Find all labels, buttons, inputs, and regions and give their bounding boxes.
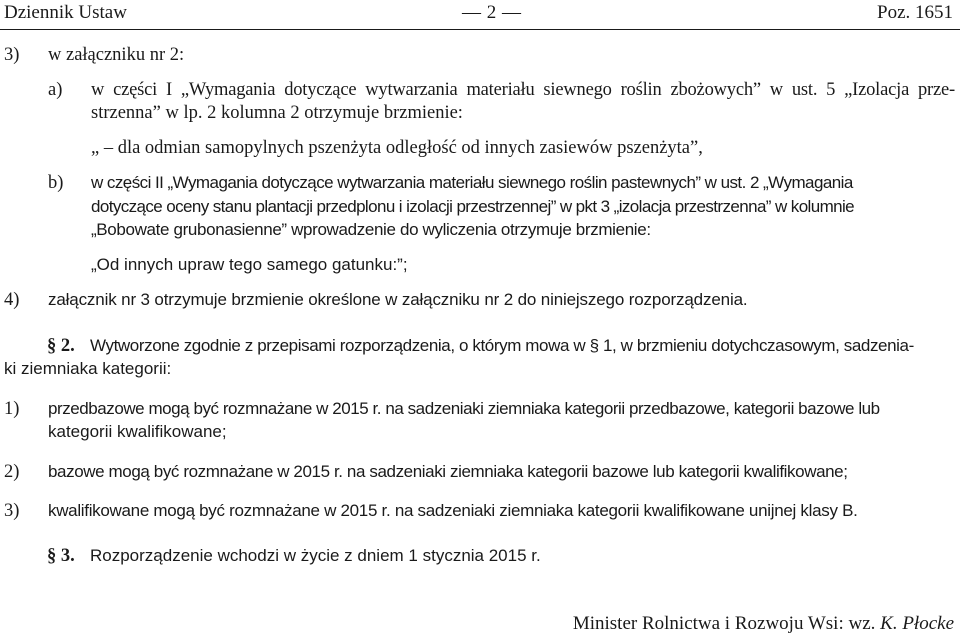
item-3-text: w załączniku nr 2: xyxy=(48,45,185,65)
signature-line xyxy=(573,613,954,635)
section-2-item-1-line-1: przedbazowe mogą być rozmnażane w 2015 r. na sadzeniaki ziemniaka kategorii przedbazowe, kategorii bazowe lub xyxy=(48,399,880,418)
item-3a-label: a) xyxy=(48,80,63,100)
item-3-number: 3) xyxy=(4,45,20,65)
signatory-name: K. Płocke xyxy=(880,613,954,634)
section-2-item-2-number: 2) xyxy=(4,462,20,482)
section-2-item-3-line-1: kwalifikowane mogą być rozmnażane w 2015 r. na sadzeniaki ziemniaka kategorii kwalifikowane unijnej klasy B. xyxy=(48,501,858,520)
item-3b-line-3: „Bobowate grubonasienne” wprowadzenie do wyliczenia otrzymuje brzmienie: xyxy=(91,220,651,239)
signatory-title: Minister Rolnictwa i Rozwoju Wsi: wz. xyxy=(572,613,876,634)
section-2-item-1-line-2: kategorii kwalifikowane; xyxy=(48,422,227,441)
item-4-text: załącznik nr 3 otrzymuje brzmienie określone w załączniku nr 2 do niniejszego rozporządzenia. xyxy=(48,290,748,309)
section-2-mark: § 2. xyxy=(47,336,75,356)
section-2-item-3-number: 3) xyxy=(4,501,20,521)
item-3a-quote: „ – dla odmian samopylnych pszenżyta odległość od innych zasiewów pszenżyta”, xyxy=(91,138,703,158)
section-2-item-2-line-1: bazowe mogą być rozmnażane w 2015 r. na sadzeniaki ziemniaka kategorii bazowe lub kategorii kwalifikowane; xyxy=(48,462,848,481)
journal-title: Dziennik Ustaw xyxy=(4,2,127,23)
position-number: Poz. 1651 xyxy=(877,2,953,23)
section-2-line-2: ki ziemniaka kategorii: xyxy=(4,359,172,378)
section-2-item-1-number: 1) xyxy=(4,399,20,419)
section-2-line-1: Wytworzone zgodnie z przepisami rozporządzenia, o którym mowa w § 1, w brzmieniu dotychczasowym, sadzenia- xyxy=(90,336,914,355)
item-3b-line-1: w części II „Wymagania dotyczące wytwarzania materiału siewnego roślin pastewnych” w ust. 2 „Wymagania xyxy=(91,173,853,192)
item-3b-line-2: dotyczące oceny stanu plantacji przedplonu i izolacji przestrzennej” w pkt 3 „izolacja przestrzenna” w kolumnie xyxy=(91,197,855,216)
item-3b-quote: „Od innych upraw tego samego gatunku:”; xyxy=(91,255,408,274)
page-number: — 2 — xyxy=(462,2,522,23)
item-3b-label: b) xyxy=(48,173,64,193)
item-3a-line-2: strzenna” w lp. 2 kolumna 2 otrzymuje brzmienie: xyxy=(91,103,463,123)
page-header xyxy=(0,0,960,30)
header-rule xyxy=(0,29,960,30)
section-3-mark: § 3. xyxy=(47,546,75,566)
item-4-number: 4) xyxy=(4,290,20,310)
item-3a-line-1: w części I „Wymagania dotyczące wytwarzania materiału siewnego roślin zbożowych” w ust. 5 „Izolacja prze- xyxy=(91,80,955,100)
section-3-text: Rozporządzenie wchodzi w życie z dniem 1 stycznia 2015 r. xyxy=(90,546,541,565)
